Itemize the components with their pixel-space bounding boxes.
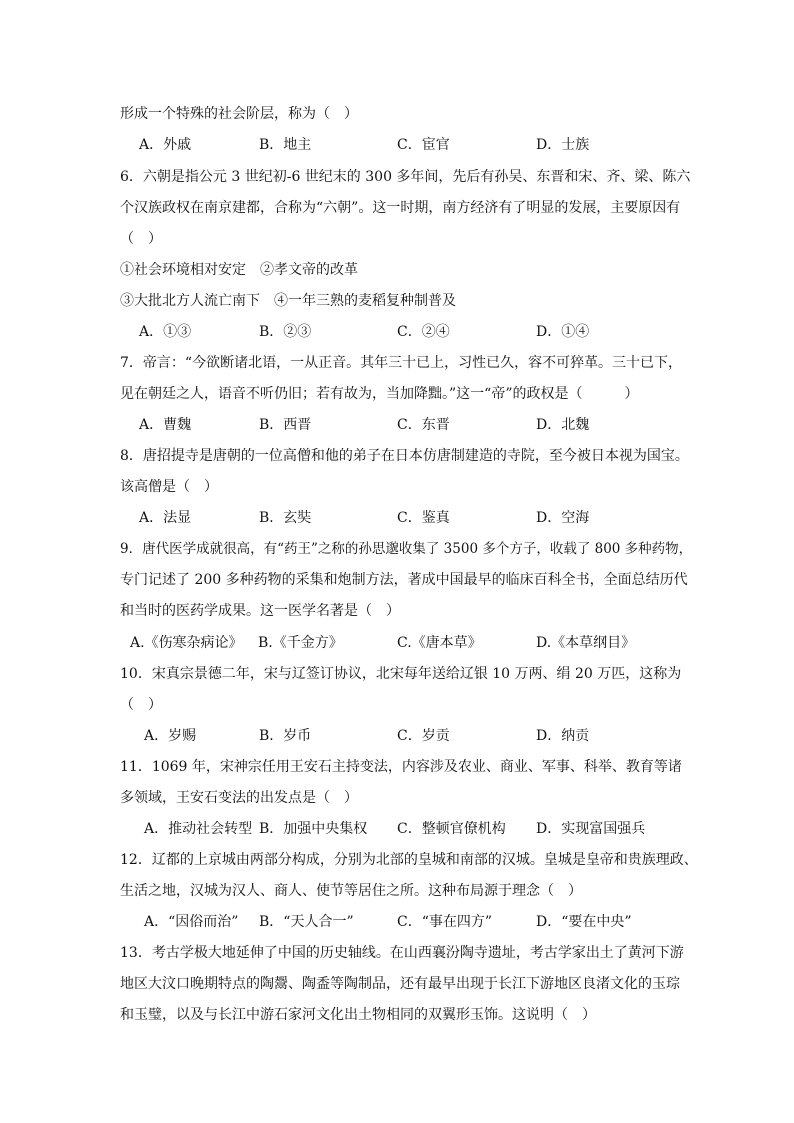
question-11-text: 多领域，王安石变法的出发点是（ ） (120, 790, 358, 806)
option-c[interactable]: C．岁贡 (397, 728, 450, 744)
q5-options (139, 135, 699, 155)
option-c[interactable]: C．宦官 (397, 137, 450, 153)
option-b[interactable]: B．“天人合一” (259, 914, 354, 930)
question-13-text: 地区大汶口晚期特点的陶鬶、陶盉等陶制品，还有最早出现于长江下游地区良渚文化的玉琮 (120, 976, 680, 992)
option-b[interactable]: B．地主 (259, 137, 312, 153)
question-7-text: 见在朝廷之人，语音不听仍旧；若有故为，当加降黜。”这一“帝”的政权是（ ） (120, 386, 639, 402)
option-c[interactable]: C．东晋 (397, 417, 450, 433)
question-6-text: 个汉族政权在南京建都，合称为“六朝”。这一时期，南方经济有了明显的发展，主要原因有 (120, 200, 681, 216)
question-7-text: 7．帝言：“今欲断诸北语，一从正音。其年三十已上，习性已久，容不可猝革。三十已下， (120, 355, 683, 371)
question-10-text: （ ） (120, 697, 162, 713)
question-11-text: 11．1069 年，宋神宗任用王安石主持变法，内容涉及农业、商业、军事、科举、教育等诸 (120, 759, 682, 775)
question-5-tail: 形成一个特殊的社会阶层，称为（ ） (120, 106, 358, 122)
option-c[interactable]: C.《唐本草》 (397, 635, 482, 651)
question-6-text: （ ） (120, 231, 162, 247)
question-6-text: 6．六朝是指公元 3 世纪初-6 世纪末的 300 多年间，先后有孙吴、东晋和宋、齐、梁、陈六 (120, 169, 691, 185)
option-c[interactable]: C．鉴真 (397, 510, 450, 526)
option-d[interactable]: D.《本草纲目》 (536, 635, 636, 651)
option-b[interactable]: B.《千金方》 (258, 635, 343, 651)
question-6-statements: ①社会环境相对安定 ②孝文帝的改革 (120, 262, 358, 278)
option-b[interactable]: B．岁币 (259, 728, 312, 744)
question-12-text: 生活之地，汉城为汉人、商人、使节等居住之所。这种布局源于理念（ ） (120, 883, 582, 899)
option-a[interactable]: A．外戚 (139, 137, 192, 153)
q10-options (144, 726, 704, 746)
q8-options (139, 508, 699, 528)
q9-options (130, 633, 690, 653)
option-d[interactable]: D．“要在中央” (536, 914, 632, 930)
option-d[interactable]: D．①④ (536, 324, 590, 340)
option-c[interactable]: C．“事在四方” (397, 914, 493, 930)
option-a[interactable]: A．推动社会转型 (144, 821, 253, 837)
q12-options (144, 912, 704, 932)
question-9-text: 专门记述了 200 多种药物的采集和炮制方法，著成中国最早的临床百科全书，全面总结历代 (120, 572, 688, 588)
option-d[interactable]: D．实现富国强兵 (536, 821, 646, 837)
option-b[interactable]: B．加强中央集权 (259, 821, 368, 837)
option-b[interactable]: B．玄奘 (259, 510, 312, 526)
option-a[interactable]: A．①③ (139, 324, 192, 340)
option-b[interactable]: B．②③ (259, 324, 312, 340)
question-13-text: 和玉璧，以及与长江中游石家河文化出土物相同的双翼形玉饰。这说明（ ） (120, 1007, 596, 1023)
option-a[interactable]: A．法显 (139, 510, 192, 526)
q6-options (139, 322, 699, 342)
option-a[interactable]: A．曹魏 (139, 417, 192, 433)
question-6-statements: ③大批北方人流亡南下 ④一年三熟的麦稻复种制普及 (120, 293, 456, 309)
question-9-text: 和当时的医药学成果。这一医学名著是（ ） (120, 603, 400, 619)
question-10-text: 10．宋真宗景德二年，宋与辽签订协议，北宋每年送给辽银 10 万两、绢 20 万匹，这称为 (120, 666, 682, 682)
option-a[interactable]: A．岁赐 (144, 728, 197, 744)
option-d[interactable]: D．士族 (536, 137, 590, 153)
option-d[interactable]: D．空海 (536, 510, 590, 526)
option-b[interactable]: B．西晋 (259, 417, 312, 433)
option-c[interactable]: C．整顿官僚机构 (397, 821, 506, 837)
question-12-text: 12．辽都的上京城由两部分构成，分别为北部的皇城和南部的汉城。皇城是皇帝和贵族理政、 (120, 852, 698, 868)
question-8-text: 8．唐招提寺是唐朝的一位高僧和他的弟子在日本仿唐制建造的寺院，至今被日本视为国宝。 (120, 448, 689, 464)
option-d[interactable]: D．北魏 (536, 417, 590, 433)
option-a[interactable]: A．“因俗而治” (144, 914, 239, 930)
question-9-text: 9．唐代医学成就很高，有“药王”之称的孙思邈收集了 3500 多个方子，收载了 800 多种药物， (120, 541, 693, 557)
q7-options (139, 415, 699, 435)
question-13-text: 13．考古学极大地延伸了中国的历史轴线。在山西襄汾陶寺遗址，考古学家出土了黄河下游 (120, 945, 684, 961)
option-d[interactable]: D．纳贡 (536, 728, 590, 744)
q11-options (144, 819, 704, 839)
option-a[interactable]: A.《伤寒杂病论》 (130, 635, 243, 651)
question-8-text: 该高僧是（ ） (120, 479, 218, 495)
option-c[interactable]: C．②④ (397, 324, 450, 340)
